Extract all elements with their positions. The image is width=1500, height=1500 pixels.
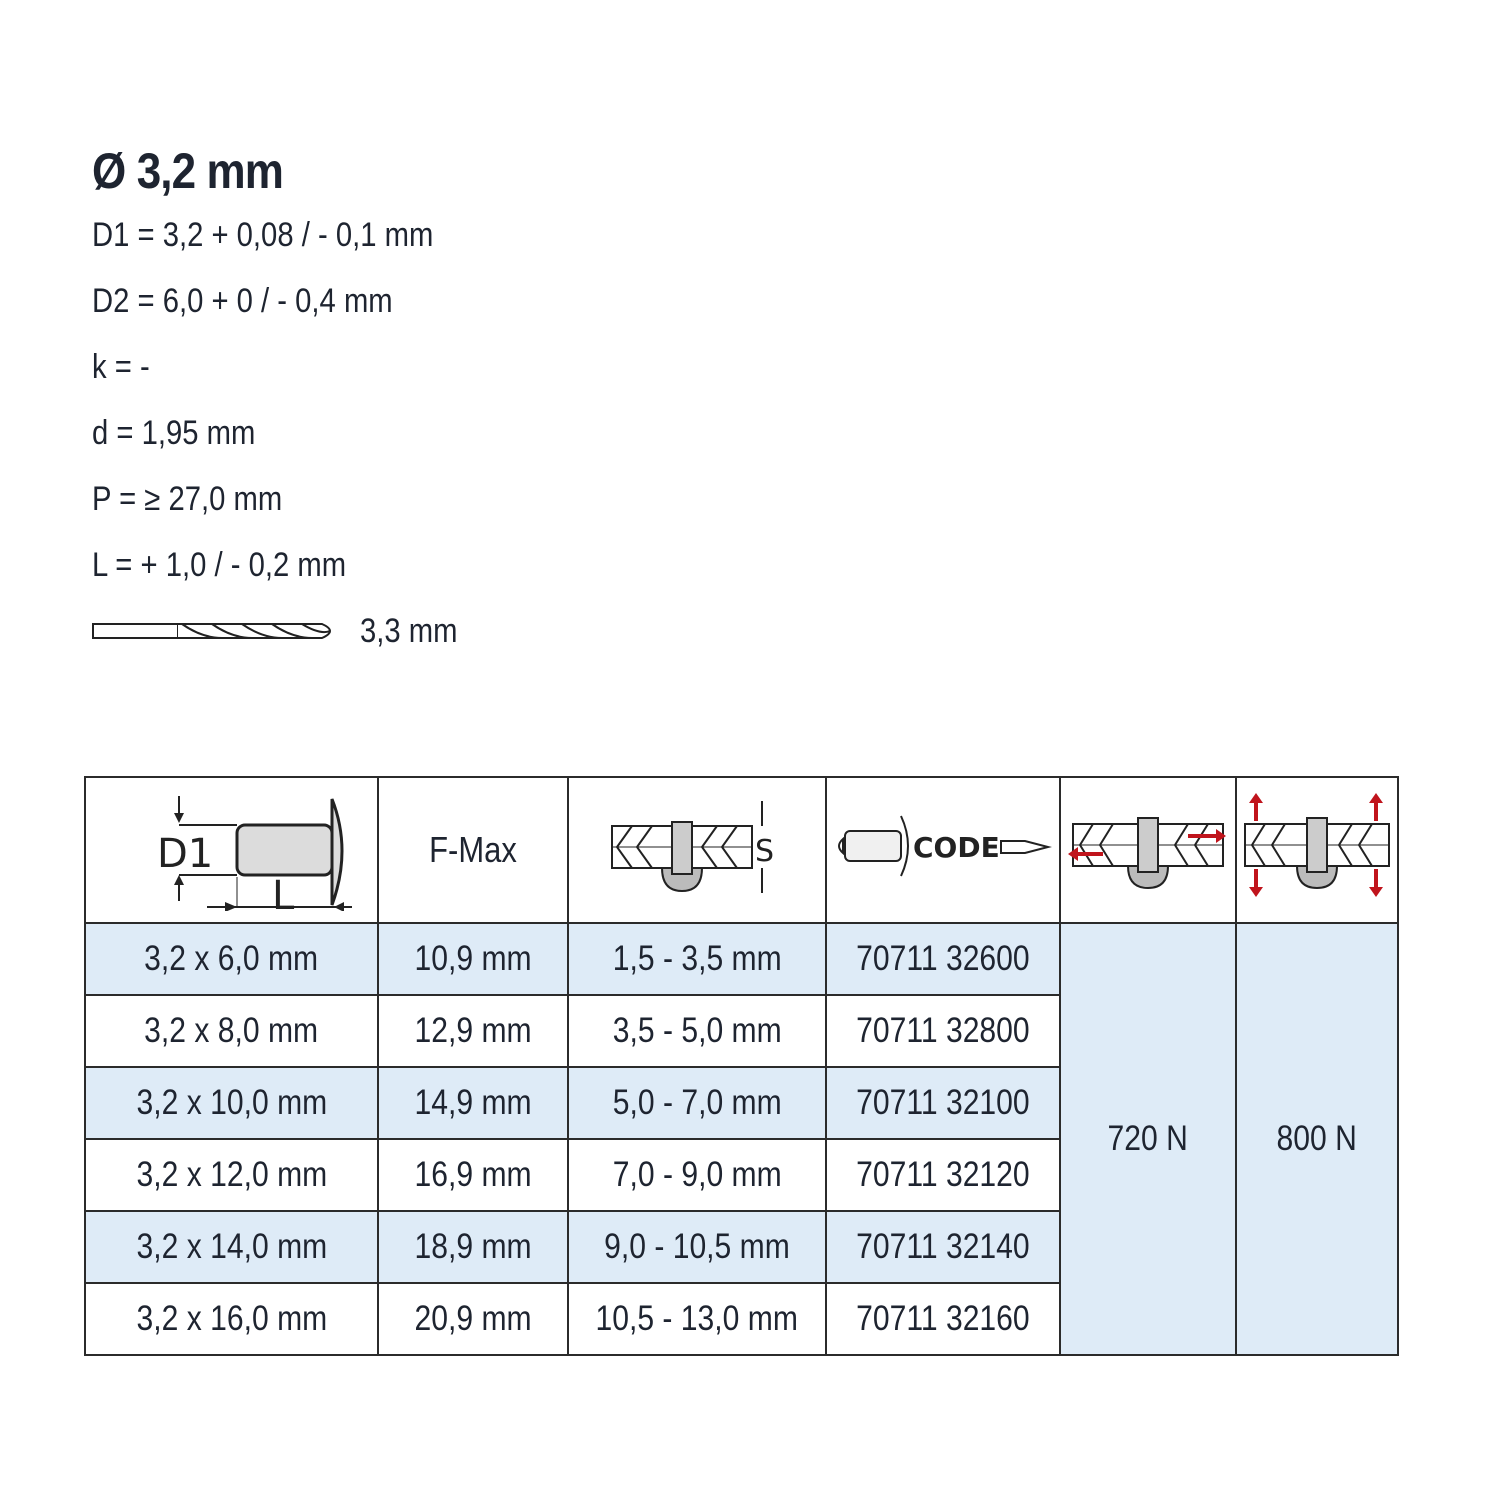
drill-bit-icon [92, 619, 340, 643]
fmax-cell: 10,9 mm [378, 923, 568, 995]
spec-l: L = + 1,0 / - 0,2 mm [92, 546, 347, 584]
spec-d1: D1 = 3,2 + 0,08 / - 0,1 mm [92, 216, 434, 254]
size-cell: 3,2 x 10,0 mm [85, 1067, 378, 1139]
fmax-cell: 16,9 mm [378, 1139, 568, 1211]
code-cell: 70711 32140 [826, 1211, 1060, 1283]
header-fmax [378, 777, 568, 923]
drill-spec [92, 598, 489, 664]
spec-k: k = - [92, 348, 150, 386]
size-cell: 3,2 x 8,0 mm [85, 995, 378, 1067]
grip-cell: 5,0 - 7,0 mm [568, 1067, 826, 1139]
svg-text:L: L [271, 872, 294, 911]
spec-block [92, 140, 489, 664]
grip-cell: 9,0 - 10,5 mm [568, 1211, 826, 1283]
header-tensile [1236, 777, 1398, 923]
fmax-cell: 18,9 mm [378, 1211, 568, 1283]
header-dimension [85, 777, 378, 923]
svg-text:S: S [755, 833, 775, 869]
fmax-cell: 20,9 mm [378, 1283, 568, 1355]
spec-p: P = ≥ 27,0 mm [92, 480, 283, 518]
drill-size: 3,3 mm [360, 611, 458, 650]
fmax-cell: 14,9 mm [378, 1067, 568, 1139]
grip-range-icon [607, 796, 787, 896]
tensile-force-icon [1242, 791, 1392, 901]
size-cell: 3,2 x 16,0 mm [85, 1283, 378, 1355]
fmax-cell: 12,9 mm [378, 995, 568, 1067]
shear-force-icon [1068, 796, 1228, 896]
rivet-code-icon [833, 811, 1053, 881]
code-cell: 70711 32800 [826, 995, 1060, 1067]
tensile-value: 800 N [1236, 923, 1398, 1355]
fmax-label: F-Max [429, 829, 517, 870]
diameter-title: Ø 3,2 mm [92, 143, 284, 199]
svg-text:CODE: CODE [913, 830, 1000, 864]
spec-d: d = 1,95 mm [92, 414, 256, 452]
code-cell: 70711 32600 [826, 923, 1060, 995]
code-cell: 70711 32160 [826, 1283, 1060, 1355]
spec-d2: D2 = 6,0 + 0 / - 0,4 mm [92, 282, 393, 320]
svg-text:D1: D1 [156, 830, 213, 877]
size-cell: 3,2 x 12,0 mm [85, 1139, 378, 1211]
grip-cell: 7,0 - 9,0 mm [568, 1139, 826, 1211]
grip-cell: 3,5 - 5,0 mm [568, 995, 826, 1067]
rivet-table [84, 776, 1399, 1356]
grip-cell: 1,5 - 3,5 mm [568, 923, 826, 995]
code-cell: 70711 32120 [826, 1139, 1060, 1211]
size-cell: 3,2 x 14,0 mm [85, 1211, 378, 1283]
header-code [826, 777, 1060, 923]
grip-cell: 10,5 - 13,0 mm [568, 1283, 826, 1355]
header-grip [568, 777, 826, 923]
size-cell: 3,2 x 6,0 mm [85, 923, 378, 995]
shear-value: 720 N [1060, 923, 1236, 1355]
table-row [85, 923, 1398, 995]
header-row [85, 777, 1398, 923]
code-cell: 70711 32100 [826, 1067, 1060, 1139]
rivet-dimension-icon [112, 781, 352, 911]
header-shear [1060, 777, 1236, 923]
